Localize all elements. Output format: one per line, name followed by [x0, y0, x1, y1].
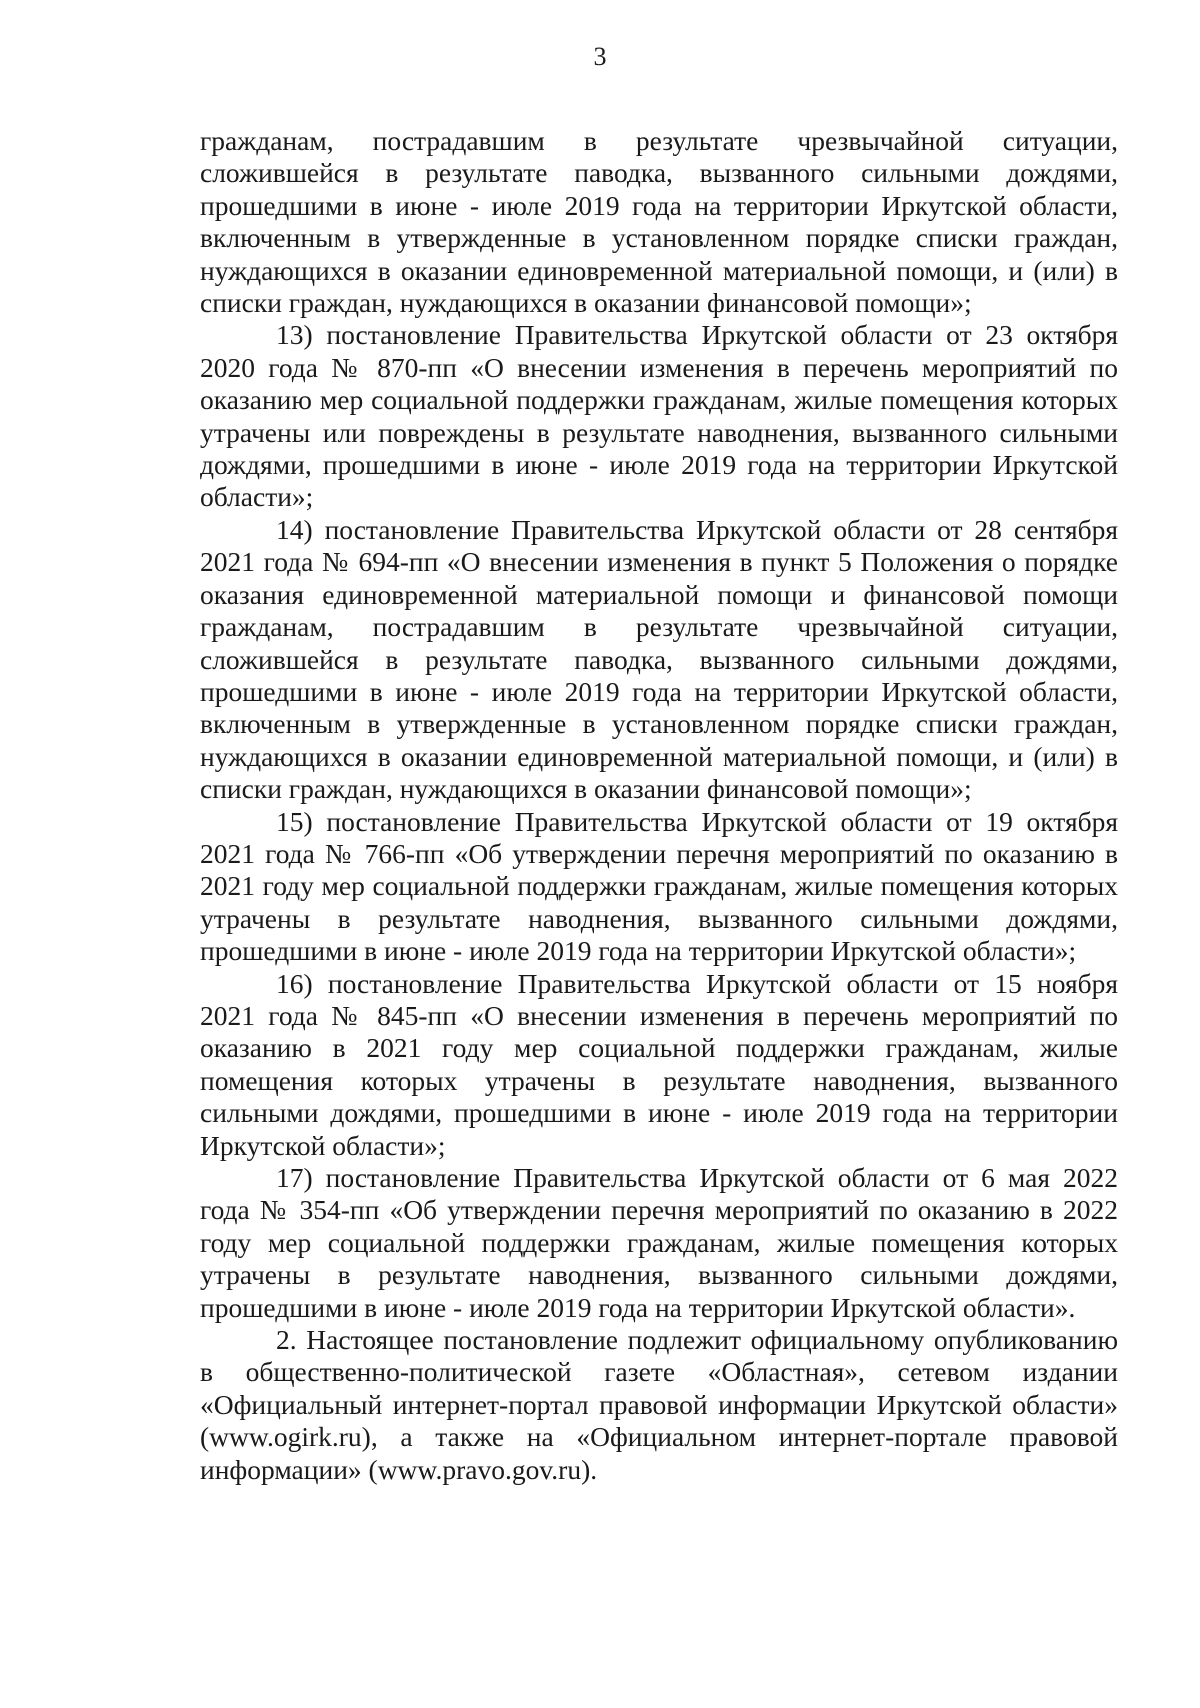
- page-number: 3: [593, 42, 607, 71]
- paragraph-item-16: 16) постановление Правительства Иркутской области от 15 ноября 2021 года № 845-пп «О внесении изменения в перечень мероприятий по оказанию в 2021 году мер социальной поддержки гражданам, жилые помещения которых утрачены в результате наводнения, вызванного сильными дождями, прошедшими в июне - июле 2019 года на территории Иркутской области»;: [200, 967, 1118, 1161]
- paragraph-item-13: 13) постановление Правительства Иркутской области от 23 октября 2020 года № 870-пп «О внесении изменения в перечень мероприятий по оказанию мер социальной поддержки гражданам, жилые помещения которых утрачены или повреждены в результате наводнения, вызванного сильными дождями, прошедшими в июне - июле 2019 года на территории Иркутской области»;: [200, 319, 1118, 513]
- paragraph-section-2: 2. Настоящее постановление подлежит официальному опубликованию в общественно-политической газете «Областная», сетевом издании «Официальный интернет-портал правовой информации Иркутской области» (www.ogirk.ru), а также на «Официальном интернет-портале правовой информации» (www.pravo.gov.ru).: [200, 1324, 1118, 1485]
- paragraph-continuation: гражданам, пострадавшим в результате чрезвычайной ситуации, сложившейся в результате паводка, вызванного сильными дождями, прошедшими в июне - июле 2019 года на территории Иркутской области, включенным в утвержденные в установленном порядке списки граждан, нуждающихся в оказании единовременной материальной помощи, и (или) в списки граждан, нуждающихся в оказании финансовой помощи»;: [200, 125, 1118, 319]
- paragraph-item-15: 15) постановление Правительства Иркутской области от 19 октября 2021 года № 766-пп «Об утверждении перечня мероприятий по оказанию в 2021 году мер социальной поддержки гражданам, жилые помещения которых утрачены в результате наводнения, вызванного сильными дождями, прошедшими в июне - июле 2019 года на территории Иркутской области»;: [200, 805, 1118, 967]
- document-body: [200, 125, 1118, 1486]
- paragraph-item-14: 14) постановление Правительства Иркутской области от 28 сентября 2021 года № 694-пп «О внесении изменения в пункт 5 Положения о порядке оказания единовременной материальной помощи и финансовой помощи гражданам, пострадавшим в результате чрезвычайной ситуации, сложившейся в результате паводка, вызванного сильными дождями, прошедшими в июне - июле 2019 года на территории Иркутской области, включенным в утвержденные в установленном порядке списки граждан, нуждающихся в оказании единовременной материальной помощи, и (или) в списки граждан, нуждающихся в оказании финансовой помощи»;: [200, 513, 1118, 805]
- paragraph-item-17: 17) постановление Правительства Иркутской области от 6 мая 2022 года № 354-пп «Об утверждении перечня мероприятий по оказанию в 2022 году мер социальной поддержки гражданам, жилые помещения которых утрачены в результате наводнения, вызванного сильными дождями, прошедшими в июне - июле 2019 года на территории Иркутской области».: [200, 1162, 1118, 1323]
